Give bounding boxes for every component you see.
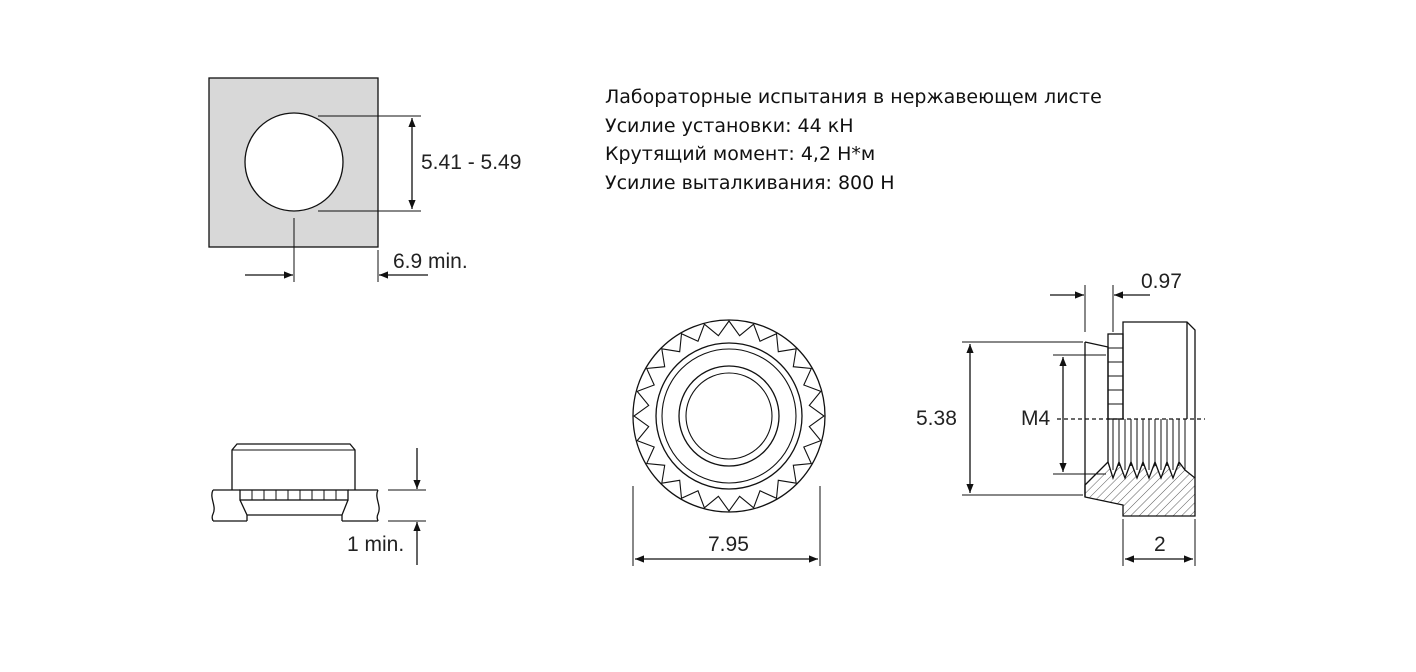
edge-distance-label: 6.9 min.: [393, 250, 468, 273]
installed-nut-view: [212, 444, 426, 565]
nut-body: [1123, 322, 1195, 478]
spec-torque: Крутящий момент: 4,2 Н*м: [605, 143, 876, 166]
length-label: 2: [1154, 533, 1166, 556]
sheet-thickness-label: 1 min.: [347, 533, 405, 556]
nut-top-view: [633, 320, 825, 566]
spec-install-force: Усилие установки: 44 кН: [605, 114, 854, 137]
knurl-teeth: [252, 490, 336, 500]
thread-size-label: M4: [1021, 407, 1051, 430]
nut-head: [232, 444, 355, 490]
sheet-hole-view: [209, 78, 521, 282]
shank-height-label: 0.97: [1141, 270, 1182, 293]
height-label: 5.38: [916, 407, 957, 430]
nut-section-view: [916, 270, 1205, 566]
sheet-section: [213, 490, 378, 521]
spec-title: Лабораторные испытания в нержавеющем листе: [605, 86, 1102, 108]
hole-dimension-label: 5.41 - 5.49: [421, 151, 522, 174]
section-hatch: [1085, 462, 1195, 516]
outer-diameter-label: 7.95: [708, 533, 749, 556]
spec-pushout-force: Усилие выталкивания: 800 Н: [605, 171, 895, 194]
mounting-hole: [245, 113, 343, 211]
thread-lines: [1113, 419, 1185, 470]
